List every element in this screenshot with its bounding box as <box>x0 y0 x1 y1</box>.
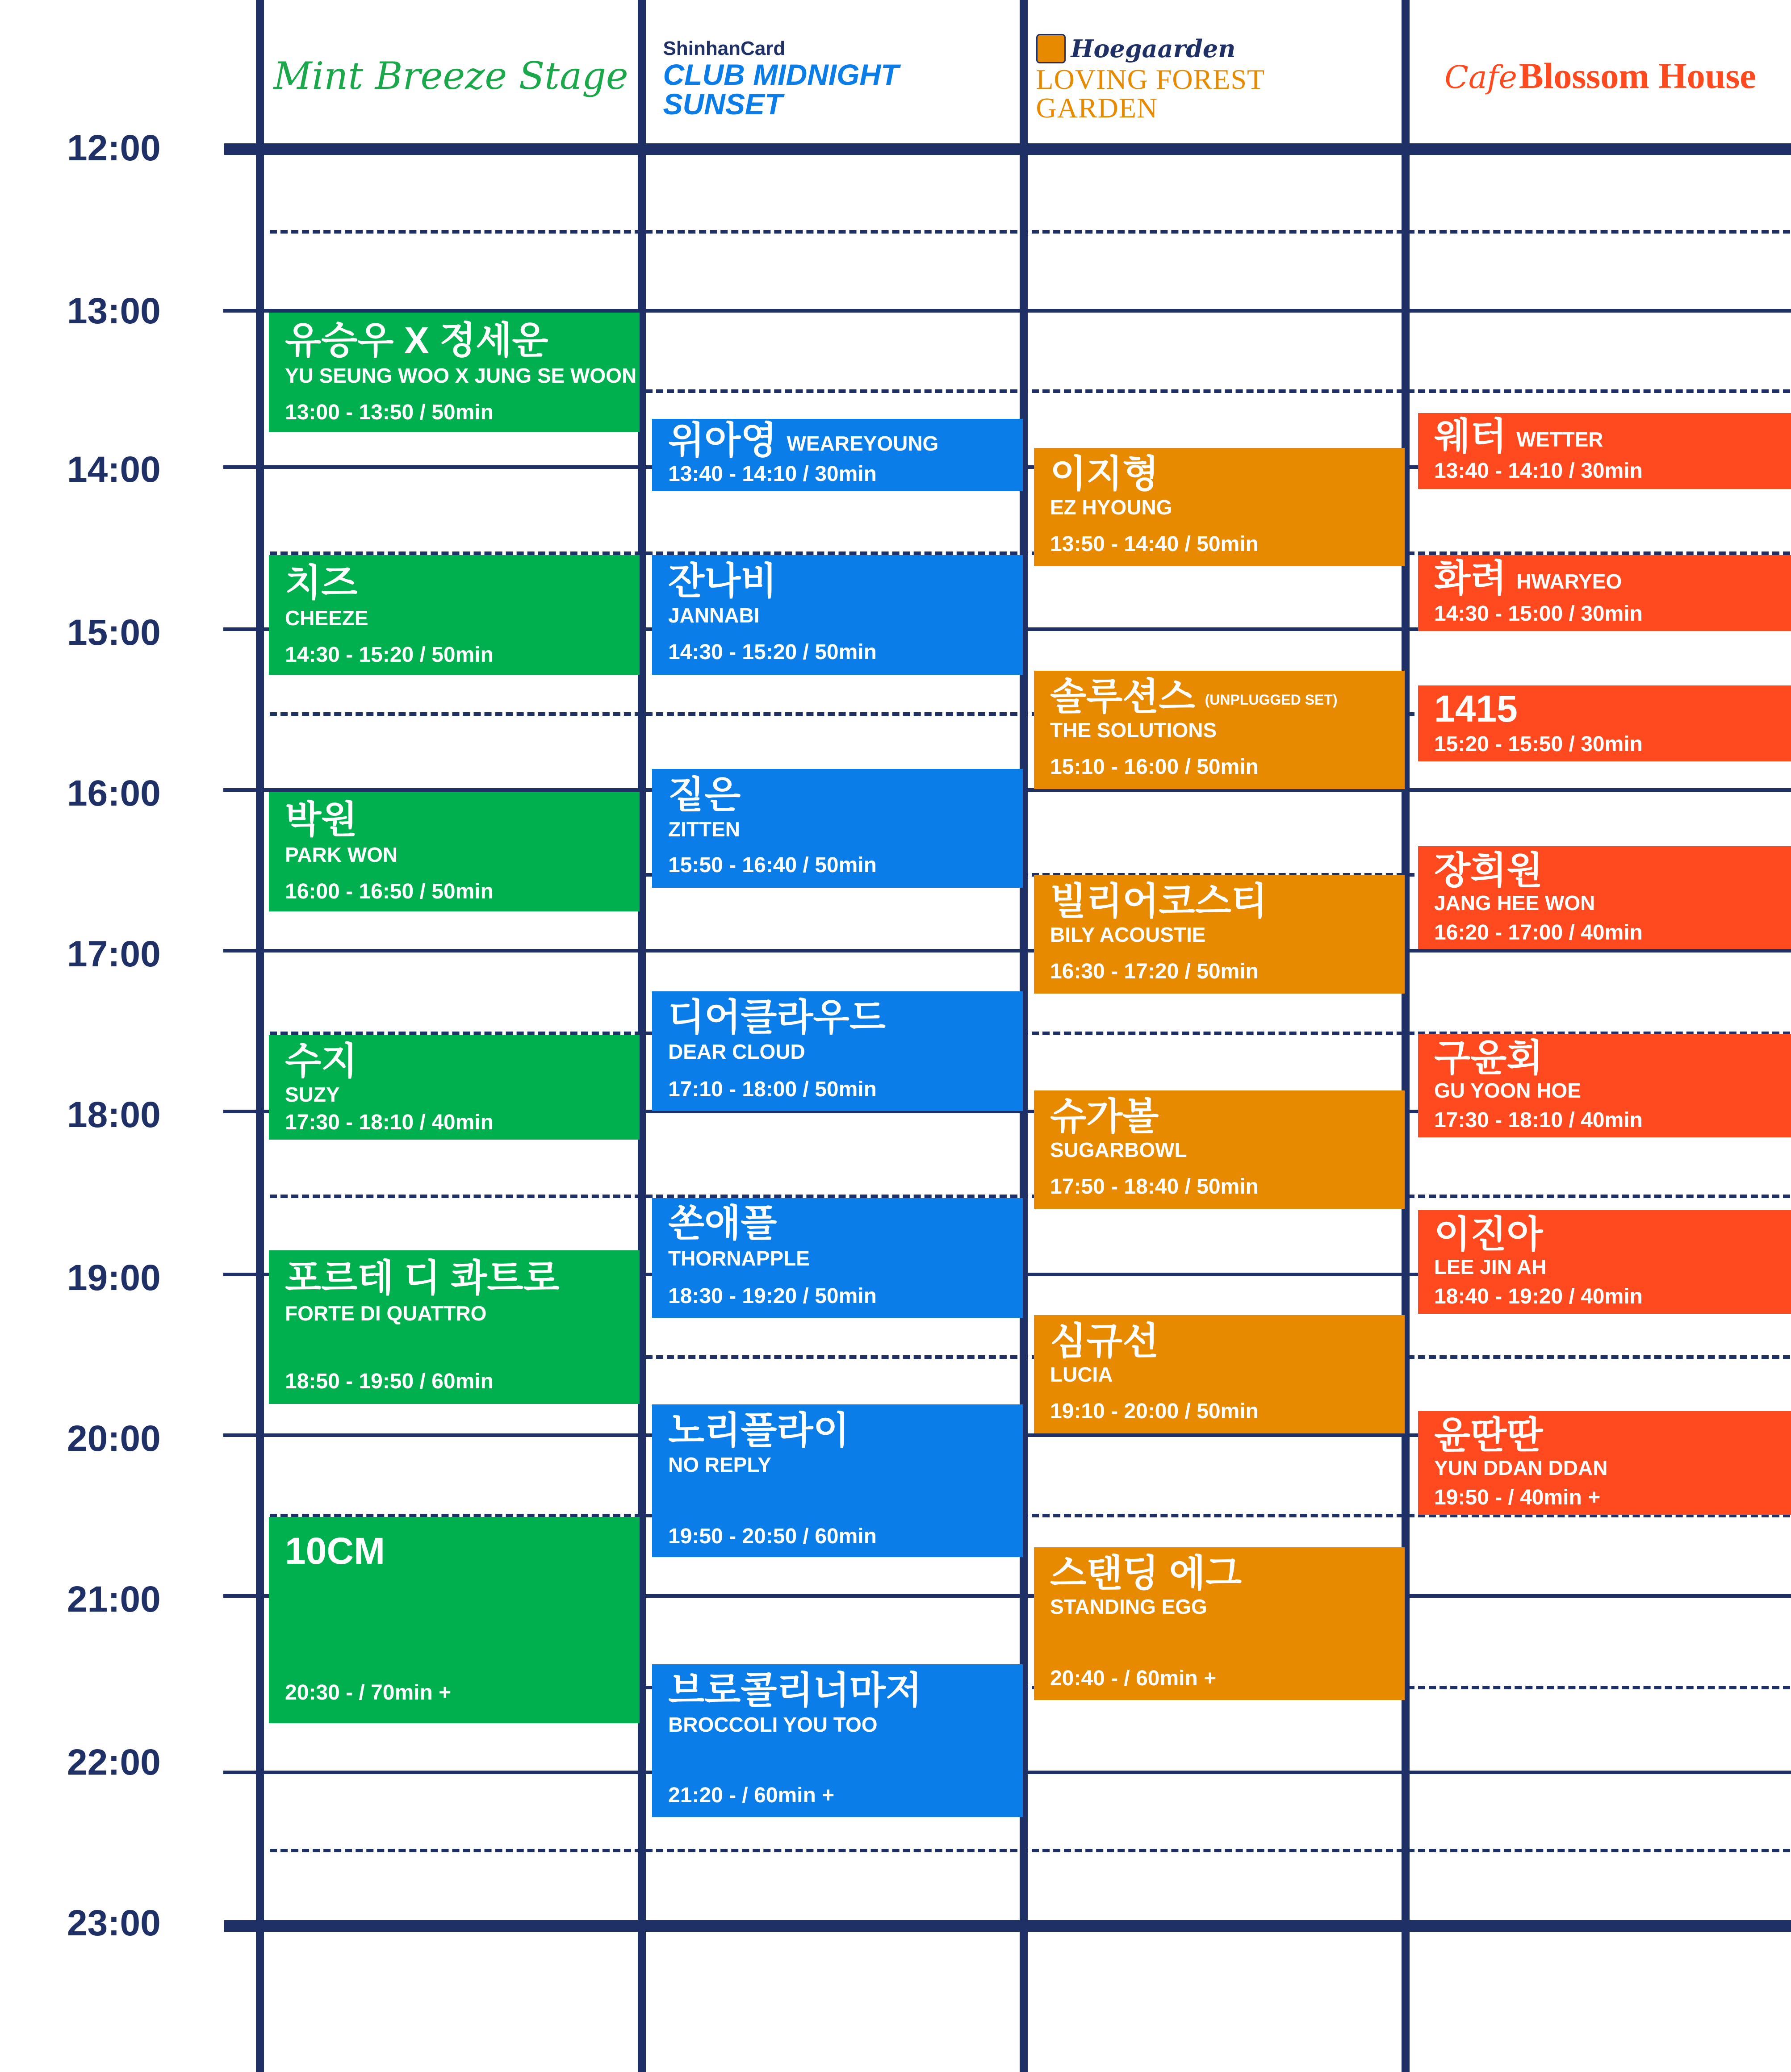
half-hour-line <box>270 1195 1790 1198</box>
artist-name-english: THORNAPPLE <box>668 1247 810 1270</box>
time-label: 22:00 <box>67 1742 161 1783</box>
artist-name-korean: 치즈 <box>285 562 358 604</box>
performance-time: 19:10 - 20:00 / 50min <box>1050 1399 1259 1423</box>
time-label: 19:00 <box>67 1257 161 1298</box>
artist-name-korean: 화려 HWARYEO <box>1434 557 1622 599</box>
schedule-block[interactable] <box>1034 1315 1405 1433</box>
time-tick <box>223 309 264 313</box>
performance-time: 14:30 - 15:20 / 50min <box>285 643 494 667</box>
performance-time: 13:40 - 14:10 / 30min <box>668 462 877 486</box>
performance-time: 16:30 - 17:20 / 50min <box>1050 960 1259 983</box>
time-tick <box>223 1771 264 1774</box>
schedule-block[interactable] <box>1034 875 1405 994</box>
artist-name-english: LEE JIN AH <box>1434 1255 1547 1278</box>
performance-time: 15:10 - 16:00 / 50min <box>1050 755 1259 779</box>
schedule-block[interactable] <box>1418 846 1791 949</box>
schedule-block[interactable] <box>1034 1090 1405 1209</box>
performance-time: 14:30 - 15:20 / 50min <box>668 640 877 664</box>
half-hour-line <box>270 551 1790 555</box>
performance-time: 20:30 - / 70min + <box>285 1681 452 1704</box>
performance-time: 14:30 - 15:00 / 30min <box>1434 602 1643 626</box>
performance-time: 20:40 - / 60min + <box>1050 1667 1217 1690</box>
artist-name-korean: 디어클라우드 <box>668 996 886 1038</box>
time-tick <box>223 1433 264 1437</box>
performance-time: 18:50 - 19:50 / 60min <box>285 1370 494 1393</box>
artist-name-korean: 빌리어코스티 <box>1050 880 1268 922</box>
schedule-block[interactable] <box>652 555 1023 675</box>
artist-name-korean: 브로콜리너마저 <box>668 1669 922 1711</box>
schedule-block[interactable] <box>269 1250 640 1404</box>
artist-name-korean: 이지형 <box>1050 453 1159 495</box>
artist-name-english: THE SOLUTIONS <box>1050 719 1217 742</box>
artist-name-english: GU YOON HOE <box>1434 1079 1581 1102</box>
performance-time: 13:40 - 14:10 / 30min <box>1434 459 1643 483</box>
performance-time: 16:20 - 17:00 / 40min <box>1434 921 1643 944</box>
schedule-block[interactable] <box>269 1517 640 1723</box>
artist-name-korean: 심규선 <box>1050 1320 1159 1362</box>
performance-time: 15:50 - 16:40 / 50min <box>668 853 877 877</box>
schedule-block[interactable] <box>652 419 1023 491</box>
schedule-block[interactable] <box>652 769 1023 888</box>
performance-time: 17:50 - 18:40 / 50min <box>1050 1175 1259 1199</box>
schedule-block[interactable] <box>1418 1411 1791 1515</box>
set-note: (UNPLUGGED SET) <box>1205 691 1338 708</box>
artist-name-english: PARK WON <box>285 843 398 866</box>
schedule-block[interactable] <box>269 1035 640 1140</box>
time-label: 23:00 <box>67 1903 161 1943</box>
artist-name-korean: 노리플라이 <box>668 1409 849 1451</box>
performance-time: 17:10 - 18:00 / 50min <box>668 1078 877 1101</box>
hour-line-12 <box>224 143 1791 155</box>
time-tick <box>223 465 264 469</box>
time-tick <box>223 1273 264 1276</box>
hoegaarden-logo-icon <box>1036 34 1066 63</box>
performance-time: 15:20 - 15:50 / 30min <box>1434 732 1643 756</box>
artist-name-korean: 솔루션스 (UNPLUGGED SET) <box>1050 676 1338 718</box>
artist-name-korean: 박원 <box>285 798 358 840</box>
artist-name-english: NO REPLY <box>668 1453 771 1476</box>
time-tick <box>223 627 264 631</box>
half-hour-line <box>270 1849 1790 1852</box>
hour-line-23 <box>224 1920 1791 1932</box>
time-label: 18:00 <box>67 1094 161 1135</box>
artist-name-english: HWARYEO <box>1516 569 1622 593</box>
performance-time: 13:50 - 14:40 / 50min <box>1050 532 1259 556</box>
schedule-block[interactable] <box>652 991 1023 1111</box>
schedule-block[interactable] <box>1034 671 1405 789</box>
artist-name-english: EZ HYOUNG <box>1050 496 1172 519</box>
schedule-block[interactable] <box>652 1198 1023 1318</box>
time-label: 15:00 <box>67 612 161 653</box>
time-label: 17:00 <box>67 934 161 974</box>
artist-name-english: DEAR CLOUD <box>668 1040 805 1063</box>
schedule-block[interactable] <box>269 313 640 432</box>
time-label: 21:00 <box>67 1579 161 1620</box>
artist-name-english: CHEEZE <box>285 606 368 630</box>
artist-name-english: YUN DDAN DDAN <box>1434 1456 1608 1479</box>
schedule-block[interactable] <box>1418 1210 1791 1314</box>
artist-name-korean: 잔나비 <box>668 560 777 602</box>
schedule-block[interactable] <box>1418 413 1791 489</box>
schedule-block[interactable] <box>269 555 640 675</box>
artist-name-english: SUZY <box>285 1083 340 1106</box>
artist-name-korean: 장희원 <box>1434 849 1543 891</box>
performance-time: 16:00 - 16:50 / 50min <box>285 880 494 903</box>
stage-header-loving-forest-garden <box>1028 0 1402 143</box>
artist-name-english: YU SEUNG WOO X JUNG SE WOON <box>285 364 637 387</box>
stage-header-club-midnight-sunset <box>646 0 1020 143</box>
artist-name-korean: 스탠딩 에그 <box>1050 1552 1242 1594</box>
performance-time: 17:30 - 18:10 / 40min <box>1434 1108 1643 1132</box>
artist-name-korean: 10CM <box>285 1530 385 1572</box>
schedule-block[interactable] <box>1418 1034 1791 1137</box>
time-tick <box>223 1594 264 1598</box>
artist-name-english: ZITTEN <box>668 818 740 841</box>
performance-time: 13:00 - 13:50 / 50min <box>285 401 494 424</box>
schedule-block[interactable] <box>1418 555 1791 631</box>
artist-name-korean: 수지 <box>285 1040 358 1082</box>
performance-time: 18:40 - 19:20 / 40min <box>1434 1285 1643 1308</box>
stage-header-cafe-blossom-house <box>1410 0 1791 143</box>
artist-name-english: WEAREYOUNG <box>787 431 939 455</box>
sponsor-label: Cafe <box>1444 59 1517 96</box>
schedule-block[interactable] <box>1418 685 1791 761</box>
artist-name-korean: 슈가볼 <box>1050 1095 1159 1137</box>
artist-name-korean: 위아영 WEAREYOUNG <box>668 419 939 461</box>
artist-name-korean: 구윤회 <box>1434 1037 1543 1079</box>
performance-time: 19:50 - 20:50 / 60min <box>668 1525 877 1548</box>
performance-time: 18:30 - 19:20 / 50min <box>668 1284 877 1308</box>
schedule-block[interactable] <box>269 792 640 911</box>
time-label: 20:00 <box>67 1418 161 1459</box>
stage-title: CLUB MIDNIGHT SUNSET <box>663 58 899 121</box>
schedule-block[interactable] <box>652 1664 1023 1817</box>
artist-name-english: JANG HEE WON <box>1434 891 1595 915</box>
artist-name-korean: 1415 <box>1434 688 1518 730</box>
artist-name-korean: 쏜애플 <box>668 1202 777 1244</box>
time-tick <box>223 949 264 952</box>
artist-name-english: LUCIA <box>1050 1363 1113 1386</box>
time-label: 13:00 <box>67 291 161 331</box>
artist-name-english: SUGARBOWL <box>1050 1138 1187 1161</box>
artist-name-korean: 포르테 디 콰트로 <box>285 1257 560 1299</box>
artist-name-english: BILY ACOUSTIE <box>1050 923 1206 946</box>
artist-name-korean: 이진아 <box>1434 1213 1543 1255</box>
hour-line-13 <box>224 309 1791 313</box>
time-label: 14:00 <box>67 449 161 490</box>
performance-time: 21:20 - / 60min + <box>668 1784 835 1807</box>
time-label: 12:00 <box>67 128 161 168</box>
sponsor-label: ShinhanCard <box>663 38 786 59</box>
schedule-block[interactable] <box>1034 1547 1405 1700</box>
artist-name-english: BROCCOLI YOU TOO <box>668 1713 878 1736</box>
performance-time: 17:30 - 18:10 / 40min <box>285 1111 494 1134</box>
schedule-block[interactable] <box>1034 448 1405 566</box>
artist-name-english: FORTE DI QUATTRO <box>285 1302 487 1325</box>
artist-name-korean: 윤딴딴 <box>1434 1414 1543 1456</box>
artist-name-english: JANNABI <box>668 604 760 627</box>
time-tick <box>223 1110 264 1113</box>
artist-name-english: WETTER <box>1516 427 1603 451</box>
time-tick <box>223 788 264 792</box>
artist-name-korean: 유승우 X 정세운 <box>285 319 548 361</box>
hour-line-17 <box>224 949 1791 952</box>
stage-title: LOVING FOREST GARDEN <box>1036 63 1264 124</box>
artist-name-english: STANDING EGG <box>1050 1595 1207 1618</box>
sponsor-label: Hoegaarden <box>1071 34 1236 63</box>
half-hour-line <box>270 230 1790 234</box>
schedule-block[interactable] <box>652 1404 1023 1557</box>
stage-header-mint-breeze <box>264 0 638 143</box>
performance-time: 19:50 - / 40min + <box>1434 1486 1601 1509</box>
stage-title: Blossom House <box>1519 55 1756 96</box>
artist-name-korean: 웨터 WETTER <box>1434 415 1603 457</box>
stage-title: Mint Breeze Stage <box>273 54 628 98</box>
time-label: 16:00 <box>67 773 161 814</box>
artist-name-korean: 짙은 <box>668 774 741 816</box>
